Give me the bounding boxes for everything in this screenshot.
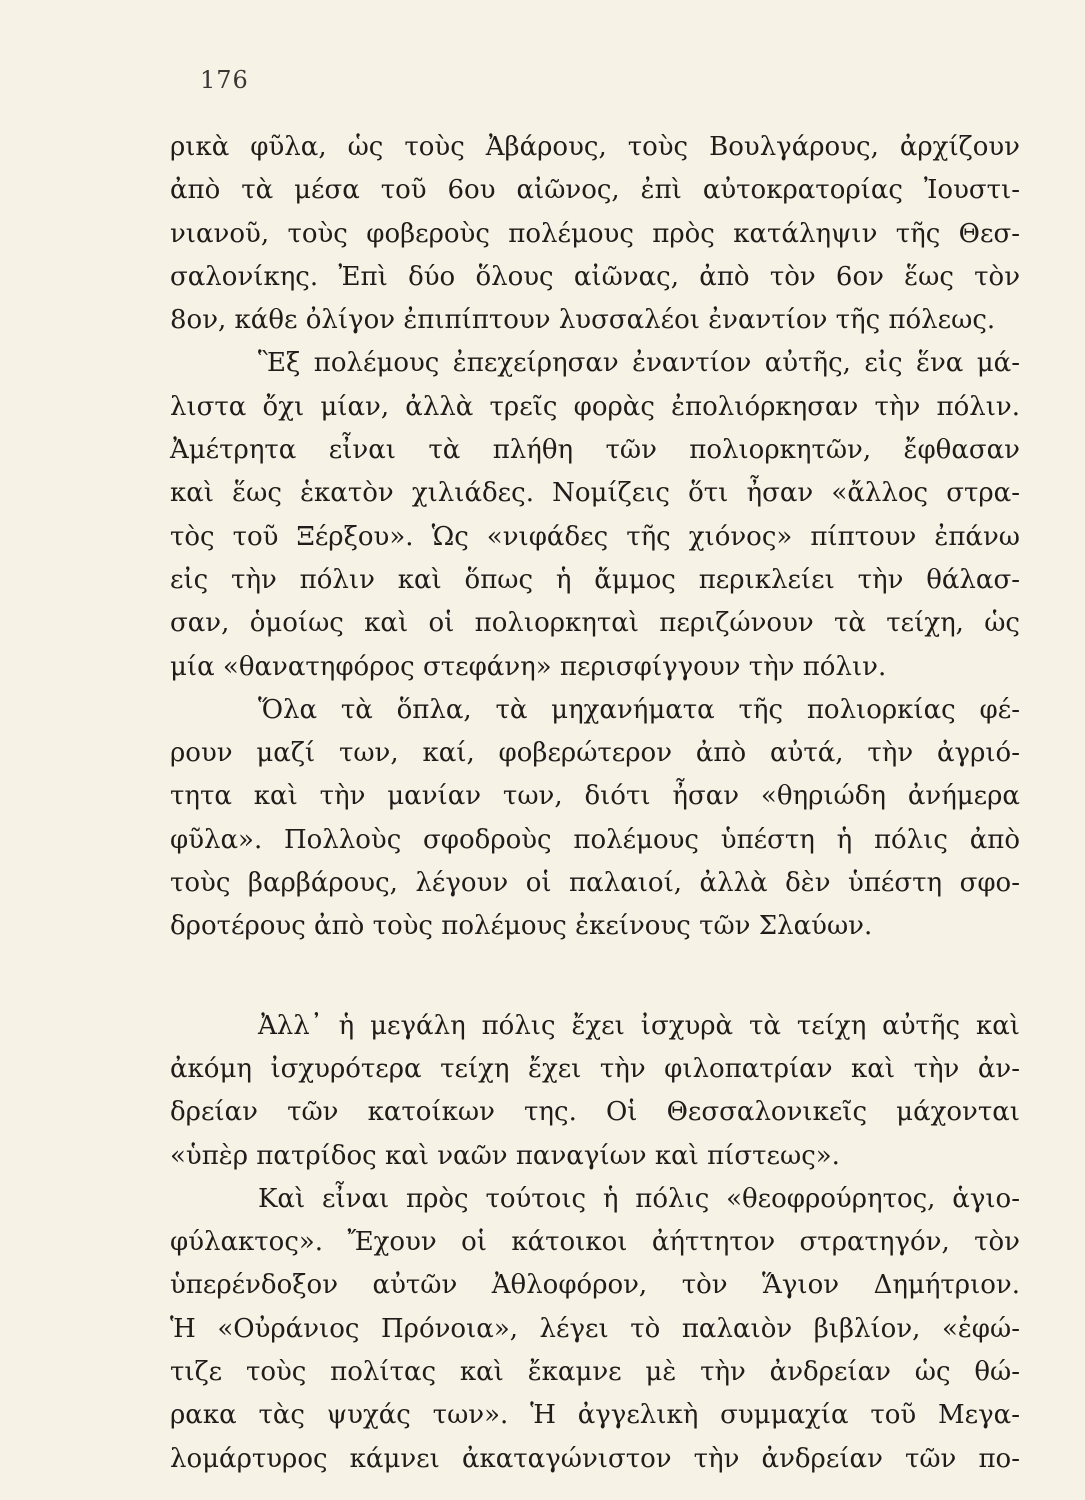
text-line: σαν, ὁμοίως καὶ οἱ πολιορκηταὶ περιζώνουν τὰ τείχη, ὡς [170,608,1020,639]
text-line: «ὑπὲρ πατρίδος καὶ ναῶν παναγίων καὶ πίστεως». [170,1140,840,1171]
text-line: μία «θανατηφόρος στεφάνη» περισφίγγουν τὴν πόλιν. [170,651,887,682]
text-line: εἰς τὴν πόλιν καὶ ὅπως ἡ ἄμμος περικλείει τὴν θάλασ- [170,564,1020,595]
body-text [170,126,1020,1481]
text-line: ρουν μαζί των, καί, φοβερώτερον ἀπὸ αὐτά, τὴν ἀγριό- [170,738,1020,769]
text-line: ἀκόμη ἰσχυρότερα τείχη ἔχει τὴν φιλοπατρίαν καὶ τὴν ἀν- [170,1053,1020,1084]
text-line: σαλονίκης. Ἐπὶ δύο ὅλους αἰῶνας, ἀπὸ τὸν 6ον ἕως τὸν [170,261,1020,292]
paragraph [170,1178,1020,1481]
text-line: ἀπὸ τὰ μέσα τοῦ 6ου αἰῶνος, ἐπὶ αὐτοκρατορίας Ἰουστι- [170,175,1020,206]
text-line: δροτέρους ἀπὸ τοὺς πολέμους ἐκείνους τῶν Σλαύων. [170,911,873,942]
text-line: καὶ ἕως ἑκατὸν χιλιάδες. Νομίζεις ὅτι ἦσαν «ἄλλος στρα- [170,478,1020,509]
paragraph [170,126,1020,342]
text-line: δρείαν τῶν κατοίκων της. Οἱ Θεσσαλονικεῖς μάχονται [170,1097,1020,1128]
paragraph [170,689,1020,949]
text-line: φύλακτος». Ἔχουν οἱ κάτοικοι ἀήττητον στρατηγόν, τὸν [170,1227,1020,1258]
text-line: Ἀμέτρητα εἶναι τὰ πλήθη τῶν πολιορκητῶν, ἔφθασαν [170,435,1020,466]
text-line: 8ον, κάθε ὀλίγον ἐπιπίπτουν λυσσαλέοι ἐναντίον τῆς πόλεως. [170,305,996,336]
text-line: νιανοῦ, τοὺς φοβεροὺς πολέμους πρὸς κατάληψιν τῆς Θεσ- [170,218,1020,249]
text-line: τητα καὶ τὴν μανίαν των, διότι ἦσαν «θηριώδη ἀνήμερα [170,781,1020,812]
paragraph [170,342,1020,688]
text-line: τὸς τοῦ Ξέρξου». Ὡς «νιφάδες τῆς χιόνος» πίπτουν ἐπάνω [170,521,1020,552]
text-line: Καὶ εἶναι πρὸς τούτοις ἡ πόλις «θεοφρούρητος, ἁγιο- [258,1183,1020,1214]
text-line: φῦλα». Πολλοὺς σφοδροὺς πολέμους ὑπέστη ἡ πόλις ἀπὸ [170,824,1020,855]
text-line: ρακα τὰς ψυχάς των». Ἡ ἀγγελικὴ συμμαχία τοῦ Μεγα- [170,1400,1020,1431]
text-line: λομάρτυρος κάμνει ἀκαταγώνιστον τὴν ἀνδρείαν τῶν πο- [170,1443,1020,1474]
text-line: Ὅλα τὰ ὅπλα, τὰ μηχανήματα τῆς πολιορκίας φέ- [258,694,1020,725]
text-line: τοὺς βαρβάρους, λέγουν οἱ παλαιοί, ἀλλὰ δὲν ὑπέστη σφο- [170,868,1020,899]
paragraph [170,1005,1020,1178]
page-number: 176 [200,66,249,94]
text-line: ὑπερένδοξον αὐτῶν Ἀθλοφόρον, τὸν Ἅγιον Δημήτριον. [170,1270,1020,1301]
text-line: λιστα ὄχι μίαν, ἀλλὰ τρεῖς φορὰς ἐπολιόρκησαν τὴν πόλιν. [170,391,1020,422]
text-line: Ἓξ πολέμους ἐπεχείρησαν ἐναντίον αὐτῆς, εἰς ἕνα μά- [258,348,1020,379]
text-line: τιζε τοὺς πολίτας καὶ ἔκαμνε μὲ τὴν ἀνδρείαν ὡς θώ- [170,1357,1020,1388]
text-line: ρικὰ φῦλα, ὡς τοὺς Ἀβάρους, τοὺς Βουλγάρους, ἀρχίζουν [170,132,1020,162]
section-gap [170,949,1020,1005]
text-line: Ἡ «Οὐράνιος Πρόνοια», λέγει τὸ παλαιὸν βιβλίον, «ἐφώ- [170,1313,1020,1344]
text-line: Ἀλλ᾽ ἡ μεγάλη πόλις ἔχει ἰσχυρὰ τὰ τείχη αὐτῆς καὶ [258,1010,1020,1041]
